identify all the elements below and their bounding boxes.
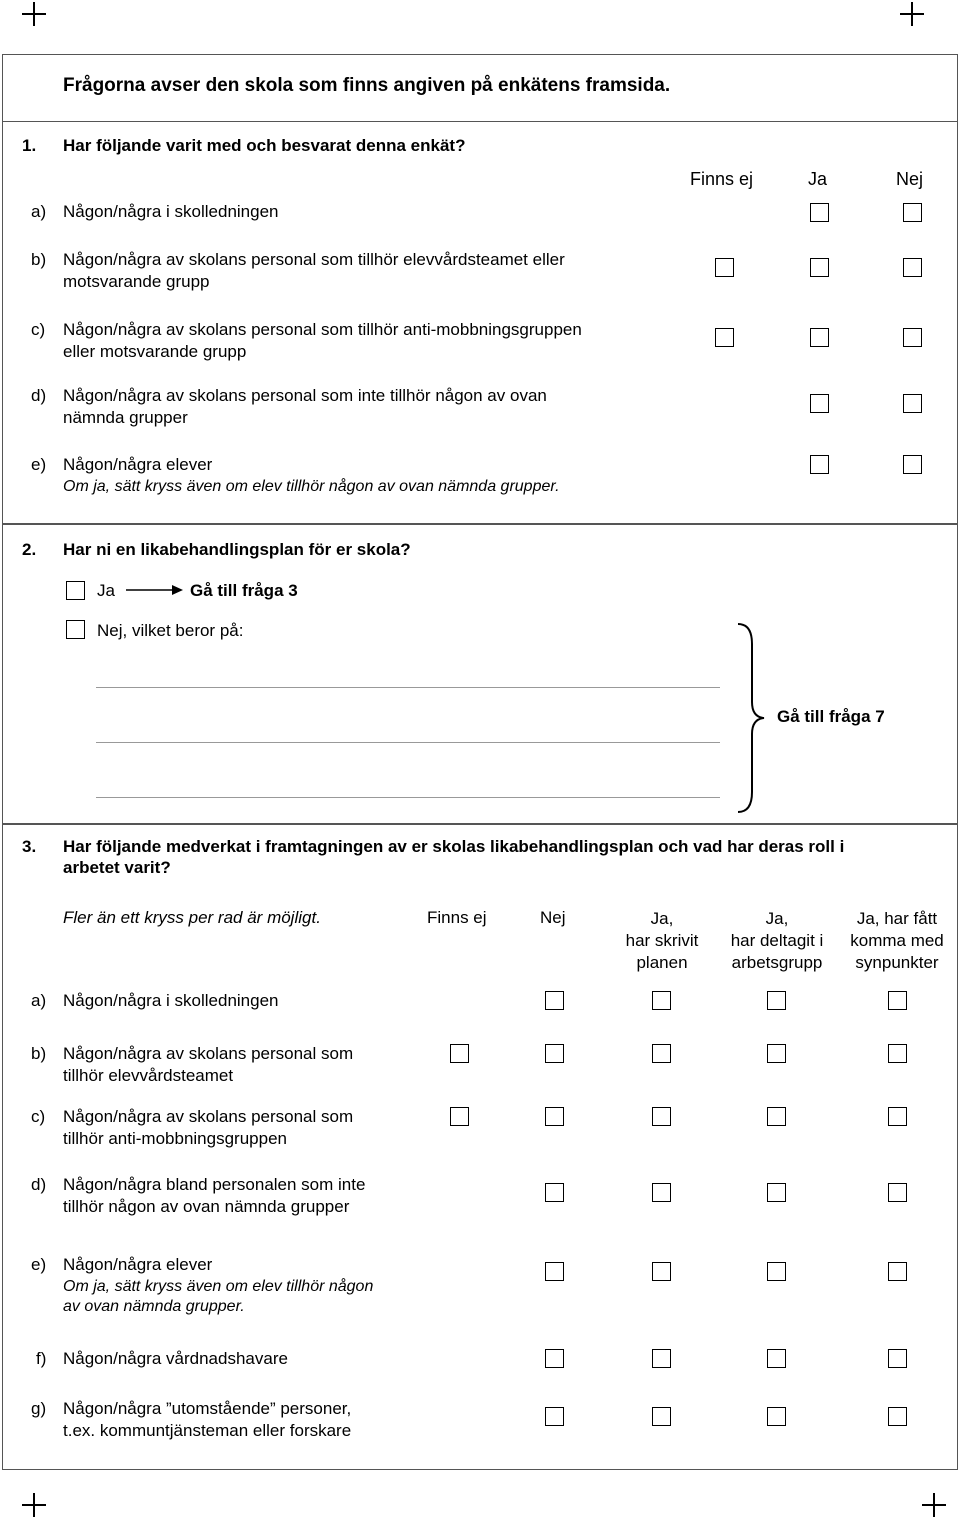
column-header-ja-synpunkter: Ja, har fått komma med synpunkter xyxy=(850,909,944,972)
item-letter: f) xyxy=(36,1349,47,1368)
question-number: 1. xyxy=(22,136,37,155)
column-header-ja: Ja xyxy=(808,169,828,189)
checkbox-ja[interactable] xyxy=(810,258,829,277)
item-label-cont: t.ex. kommuntjänsteman eller forskare xyxy=(63,1421,352,1440)
answer-line[interactable] xyxy=(96,687,720,688)
checkbox-nej[interactable] xyxy=(903,203,922,222)
checkbox-nej[interactable] xyxy=(545,991,564,1010)
checkbox-nej[interactable] xyxy=(545,1349,564,1368)
arrow-right-icon xyxy=(126,583,184,597)
answer-line[interactable] xyxy=(96,797,720,798)
item-label: Någon/några av skolans personal som xyxy=(63,1107,354,1126)
item-instruction-cont: av ovan nämnda grupper. xyxy=(63,1298,245,1315)
question-title: Har följande medverkat i framtagningen av er skolas likabehandlingsplan och vad har deras roll i xyxy=(63,837,845,856)
item-letter: b) xyxy=(31,1044,47,1063)
checkbox-nej[interactable] xyxy=(545,1044,564,1063)
item-letter: e) xyxy=(31,1255,47,1274)
checkbox-ja[interactable] xyxy=(810,203,829,222)
checkbox-ja-skrivit[interactable] xyxy=(652,1349,671,1368)
checkbox-nej[interactable] xyxy=(903,455,922,474)
checkbox-nej[interactable] xyxy=(903,394,922,413)
checkbox-ja-synpunkter[interactable] xyxy=(888,1107,907,1126)
item-label: Någon/några elever xyxy=(63,455,213,474)
goto-question-3: Gå till fråga 3 xyxy=(190,581,298,600)
question-number: 3. xyxy=(22,837,37,856)
checkbox-nej[interactable] xyxy=(545,1183,564,1202)
column-header-nej: Nej xyxy=(896,169,924,189)
checkbox-ja-deltagit[interactable] xyxy=(767,1407,786,1426)
instruction-note: Fler än ett kryss per rad är möjligt. xyxy=(63,908,321,927)
checkbox-ja-skrivit[interactable] xyxy=(652,991,671,1010)
item-instruction: Om ja, sätt kryss även om elev tillhör någon xyxy=(63,1278,374,1295)
checkbox-finns-ej[interactable] xyxy=(450,1107,469,1126)
column-header-finns-ej: Finns ej xyxy=(427,908,487,927)
checkbox-ja-deltagit[interactable] xyxy=(767,1107,786,1126)
option-label-nej: Nej, vilket beror på: xyxy=(97,621,244,640)
checkbox-ja[interactable] xyxy=(810,455,829,474)
checkbox-ja-synpunkter[interactable] xyxy=(888,1262,907,1281)
answer-line[interactable] xyxy=(96,742,720,743)
item-letter: g) xyxy=(31,1399,47,1418)
checkbox-ja-deltagit[interactable] xyxy=(767,1262,786,1281)
checkbox-ja[interactable] xyxy=(66,581,85,600)
column-header-ja-skrivit: Ja, har skrivit planen xyxy=(625,909,699,972)
item-letter: a) xyxy=(31,202,47,221)
checkbox-nej[interactable] xyxy=(545,1262,564,1281)
checkbox-ja-skrivit[interactable] xyxy=(652,1407,671,1426)
section-divider xyxy=(2,523,958,525)
item-letter: a) xyxy=(31,991,47,1010)
checkbox-finns-ej[interactable] xyxy=(715,328,734,347)
item-label: Någon/några av skolans personal som inte tillhör någon av ovan xyxy=(63,386,547,405)
checkbox-nej[interactable] xyxy=(545,1407,564,1426)
item-label: Någon/några vårdnadshavare xyxy=(63,1349,288,1368)
item-label: Någon/några i skolledningen xyxy=(63,991,279,1010)
item-letter: c) xyxy=(31,1107,46,1126)
item-letter: d) xyxy=(31,386,47,405)
item-label-cont: eller motsvarande grupp xyxy=(63,342,247,361)
checkbox-ja-synpunkter[interactable] xyxy=(888,991,907,1010)
item-label: Någon/några av skolans personal som tillhör elevvårdsteamet eller xyxy=(63,250,565,269)
item-label: Någon/några av skolans personal som tillhör anti-mobbningsgruppen xyxy=(63,320,582,339)
registration-mark-icon xyxy=(900,2,924,26)
question-title: Har ni en likabehandlingsplan för er skola? xyxy=(63,540,411,559)
checkbox-nej[interactable] xyxy=(545,1107,564,1126)
item-label: Någon/några ”utomstående” personer, xyxy=(63,1399,352,1418)
checkbox-nej[interactable] xyxy=(903,258,922,277)
checkbox-ja-deltagit[interactable] xyxy=(767,1183,786,1202)
checkbox-ja-deltagit[interactable] xyxy=(767,1349,786,1368)
item-letter: d) xyxy=(31,1175,47,1194)
checkbox-nej[interactable] xyxy=(66,620,85,639)
item-instruction: Om ja, sätt kryss även om elev tillhör någon av ovan nämnda grupper. xyxy=(63,478,560,495)
checkbox-ja-deltagit[interactable] xyxy=(767,1044,786,1063)
item-label-cont: tillhör elevvårdsteamet xyxy=(63,1066,234,1085)
item-letter: e) xyxy=(31,455,47,474)
goto-question-7: Gå till fråga 7 xyxy=(777,707,885,726)
checkbox-finns-ej[interactable] xyxy=(450,1044,469,1063)
question-title: Har följande varit med och besvarat denna enkät? xyxy=(63,136,466,155)
checkbox-ja-synpunkter[interactable] xyxy=(888,1349,907,1368)
curly-brace-icon xyxy=(736,622,770,814)
item-label: Någon/några elever xyxy=(63,1255,213,1274)
item-letter: c) xyxy=(31,320,46,339)
page-title: Frågorna avser den skola som finns angiven på enkätens framsida. xyxy=(63,75,671,96)
checkbox-ja-skrivit[interactable] xyxy=(652,1262,671,1281)
section-divider xyxy=(2,823,958,825)
checkbox-ja-deltagit[interactable] xyxy=(767,991,786,1010)
checkbox-finns-ej[interactable] xyxy=(715,258,734,277)
registration-mark-icon xyxy=(22,2,46,26)
column-header-ja-deltagit: Ja, har deltagit i arbetsgrupp xyxy=(730,909,824,972)
item-label: Någon/några bland personalen som inte xyxy=(63,1175,366,1194)
column-header-finns-ej: Finns ej xyxy=(690,169,754,189)
item-label-cont: nämnda grupper xyxy=(63,408,188,427)
registration-mark-icon xyxy=(22,1493,46,1517)
checkbox-ja[interactable] xyxy=(810,394,829,413)
column-header-nej: Nej xyxy=(540,908,566,927)
checkbox-ja-synpunkter[interactable] xyxy=(888,1044,907,1063)
item-label-cont: tillhör någon av ovan nämnda grupper xyxy=(63,1197,350,1216)
checkbox-ja-synpunkter[interactable] xyxy=(888,1183,907,1202)
question-title-cont: arbetet varit? xyxy=(63,858,171,877)
item-label-cont: motsvarande grupp xyxy=(63,272,210,291)
checkbox-ja-skrivit[interactable] xyxy=(652,1044,671,1063)
item-label: Någon/några av skolans personal som xyxy=(63,1044,354,1063)
checkbox-ja[interactable] xyxy=(810,328,829,347)
checkbox-ja-skrivit[interactable] xyxy=(652,1107,671,1126)
checkbox-ja-skrivit[interactable] xyxy=(652,1183,671,1202)
option-label-ja: Ja xyxy=(97,581,115,600)
item-letter: b) xyxy=(31,250,47,269)
item-label: Någon/några i skolledningen xyxy=(63,202,279,221)
checkbox-nej[interactable] xyxy=(903,328,922,347)
question-number: 2. xyxy=(22,540,37,559)
registration-mark-icon xyxy=(922,1493,946,1517)
item-label-cont: tillhör anti-mobbningsgruppen xyxy=(63,1129,287,1148)
checkbox-ja-synpunkter[interactable] xyxy=(888,1407,907,1426)
